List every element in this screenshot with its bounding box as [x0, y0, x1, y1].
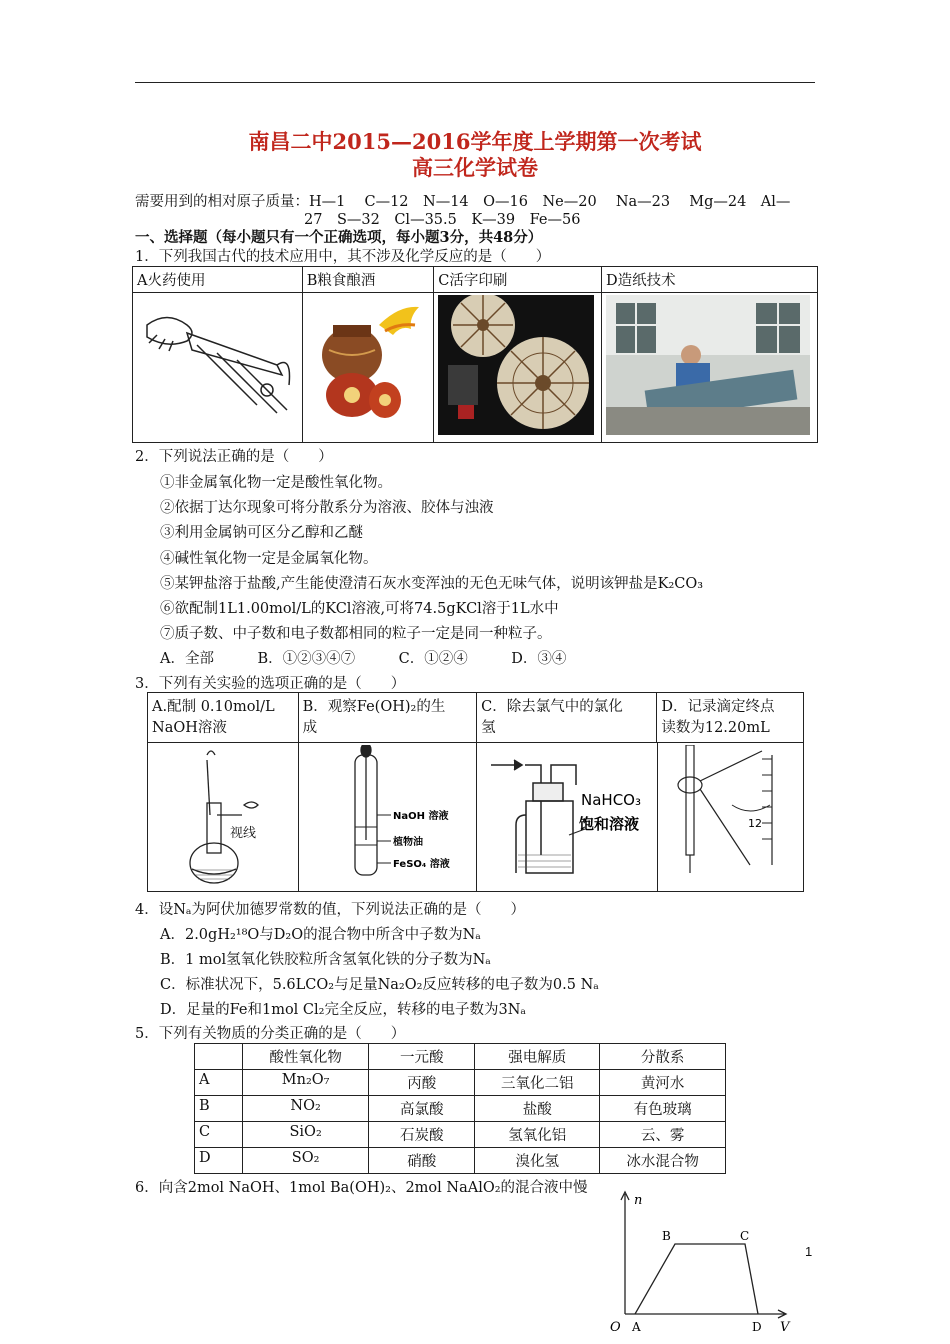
q2-item-2: ②依据丁达尔现象可将分散系分为溶液、胶体与浊液 [160, 500, 494, 516]
oil-label: 植物油 [392, 837, 423, 848]
q3-fig-b-cell [298, 743, 477, 892]
q4-stem: 4．设Nₐ为阿伏加德罗常数的值，下列说法正确的是（ ） [135, 902, 526, 918]
q3-stem: 3．下列有关实验的选项正确的是（ ） [135, 676, 406, 692]
graph-point-a: A [632, 1320, 641, 1334]
burette-figure [662, 745, 798, 885]
atomic-mass-line2: 27 S—32 Cl—35.5 K—39 Fe—56 [304, 212, 581, 228]
q1-option-a: A火药使用 [133, 267, 303, 293]
q1-option-c: C活字印刷 [434, 267, 602, 293]
q1-image-gunpowder-cell [133, 293, 303, 443]
q2-item-3: ③利用金属钠可区分乙醇和乙醚 [160, 525, 363, 541]
q5-stem: 5．下列有关物质的分类正确的是（ ） [135, 1026, 406, 1042]
q2-item-5: ⑤某钾盐溶于盐酸,产生能使澄清石灰水变浑浊的无色无味气体，说明该钾盐是K₂CO₃ [160, 576, 704, 592]
q5-classification-table [194, 1043, 726, 1174]
atomic-mass-line1: 需要用到的相对原子质量：H—1 C—12 N—14 O—16 Ne—20 Na—23 Mg—24 Al— [135, 194, 791, 210]
q5-header-dispersion: 分散系 [600, 1044, 726, 1070]
q1-image-printing-cell [434, 293, 602, 443]
q4-option-b: B．1 mol氢氧化铁胶粒所含氢氧化铁的分子数为Nₐ [160, 952, 491, 968]
burette-reading-label: 12 [747, 817, 762, 830]
q5-header-blank [195, 1044, 243, 1070]
q5-header-monoprotic-acid: 一元酸 [369, 1044, 475, 1070]
exam-subtitle: 高三化学试卷 [412, 155, 538, 180]
header-rule [135, 82, 815, 83]
q5-header-strong-electrolyte: 强电解质 [475, 1044, 600, 1070]
nahco3-label: NaHCO₃ [581, 791, 641, 809]
movable-type-wheel-image [438, 295, 594, 435]
q6-graph [600, 1186, 800, 1336]
wine-jars-image [307, 295, 425, 435]
q4-option-a: A．2.0gH₂¹⁸O与D₂O的混合物中所含中子数为Nₐ [160, 927, 481, 943]
q5-header-acidic-oxide: 酸性氧化物 [242, 1044, 368, 1070]
q2-item-6: ⑥欲配制1L1.00mol/L的KCl溶液,可将74.5gKCl溶于1L水中 [160, 601, 559, 617]
q1-option-b: B粮食酿酒 [302, 267, 434, 293]
graph-point-d: D [752, 1320, 762, 1334]
gas-washing-bottle-figure [481, 745, 651, 885]
volumetric-flask-figure [152, 745, 292, 885]
q6-stem: 6．向含2mol NaOH、1mol Ba(OH)₂、2mol NaAlO₂的混合液中慢 [135, 1180, 588, 1196]
exam-title: 南昌二中2015—2016学年度上学期第一次考试 [248, 129, 702, 154]
q1-option-table [132, 266, 818, 443]
q3-option-table [147, 692, 804, 743]
q3-option-b: B．观察Fe(OH)₂的生 成 [298, 693, 476, 743]
saturated-solution-label: 饱和溶液 [579, 815, 640, 833]
q2-item-4: ④碱性氧化物一定是金属氧化物。 [160, 551, 378, 567]
test-tube-figure [303, 745, 471, 885]
papermaking-image [606, 295, 810, 435]
table-row: B NO₂ 高氯酸 盐酸 有色玻璃 [195, 1096, 726, 1122]
graph-origin-label: O [610, 1320, 621, 1335]
q3-figure-table [147, 743, 804, 892]
q3-fig-a-cell [148, 743, 299, 892]
page-number: 1 [805, 1244, 813, 1259]
q2-item-7: ⑦质子数、中子数和电子数都相同的粒子一定是同一种粒子。 [160, 626, 552, 642]
q2-choices: A．全部 B．①②③④⑦ C．①②④ D．③④ [160, 651, 567, 667]
table-row: C SiO₂ 石炭酸 氢氧化铝 云、雾 [195, 1122, 726, 1148]
graph-y-label: n [634, 1193, 643, 1208]
sightline-label: 视线 [230, 826, 257, 841]
q3-fig-d-cell [657, 743, 804, 892]
gunpowder-dragon-image [137, 295, 295, 435]
q2-item-1: ①非金属氧化物一定是酸性氧化物。 [160, 475, 392, 491]
q1-image-wine-cell [302, 293, 434, 443]
q1-option-d: D造纸技术 [602, 267, 818, 293]
section-heading: 一、选择题（每小题只有一个正确选项，每小题3分，共48分） [135, 229, 543, 246]
q3-option-a: A.配制 0.10mol/L NaOH溶液 [148, 693, 299, 743]
q1-stem: 1．下列我国古代的技术应用中，其不涉及化学反应的是（ ） [135, 249, 551, 265]
q2-stem: 2．下列说法正确的是（ ） [135, 449, 333, 465]
q4-option-d: D．足量的Fe和1mol Cl₂完全反应，转移的电子数为3Nₐ [160, 1002, 526, 1018]
graph-x-label: V [780, 1320, 790, 1335]
q3-fig-c-cell [477, 743, 658, 892]
naoh-label: NaOH 溶液 [392, 811, 448, 822]
q1-image-paper-cell [602, 293, 818, 443]
feso4-label: FeSO₄ 溶液 [392, 859, 450, 870]
q3-option-c: C．除去氯气中的氯化 氢 [477, 693, 657, 743]
q4-option-c: C．标准状况下，5.6LCO₂与足量Na₂O₂反应转移的电子数为0.5 Nₐ [160, 977, 599, 993]
table-row: D SO₂ 硝酸 溴化氢 冰水混合物 [195, 1148, 726, 1174]
table-row: A Mn₂O₇ 丙酸 三氧化二铝 黄河水 [195, 1070, 726, 1096]
graph-point-c: C [740, 1229, 750, 1243]
q3-option-d: D．记录滴定终点 读数为12.20mL [657, 693, 804, 743]
graph-point-b: B [662, 1229, 671, 1243]
